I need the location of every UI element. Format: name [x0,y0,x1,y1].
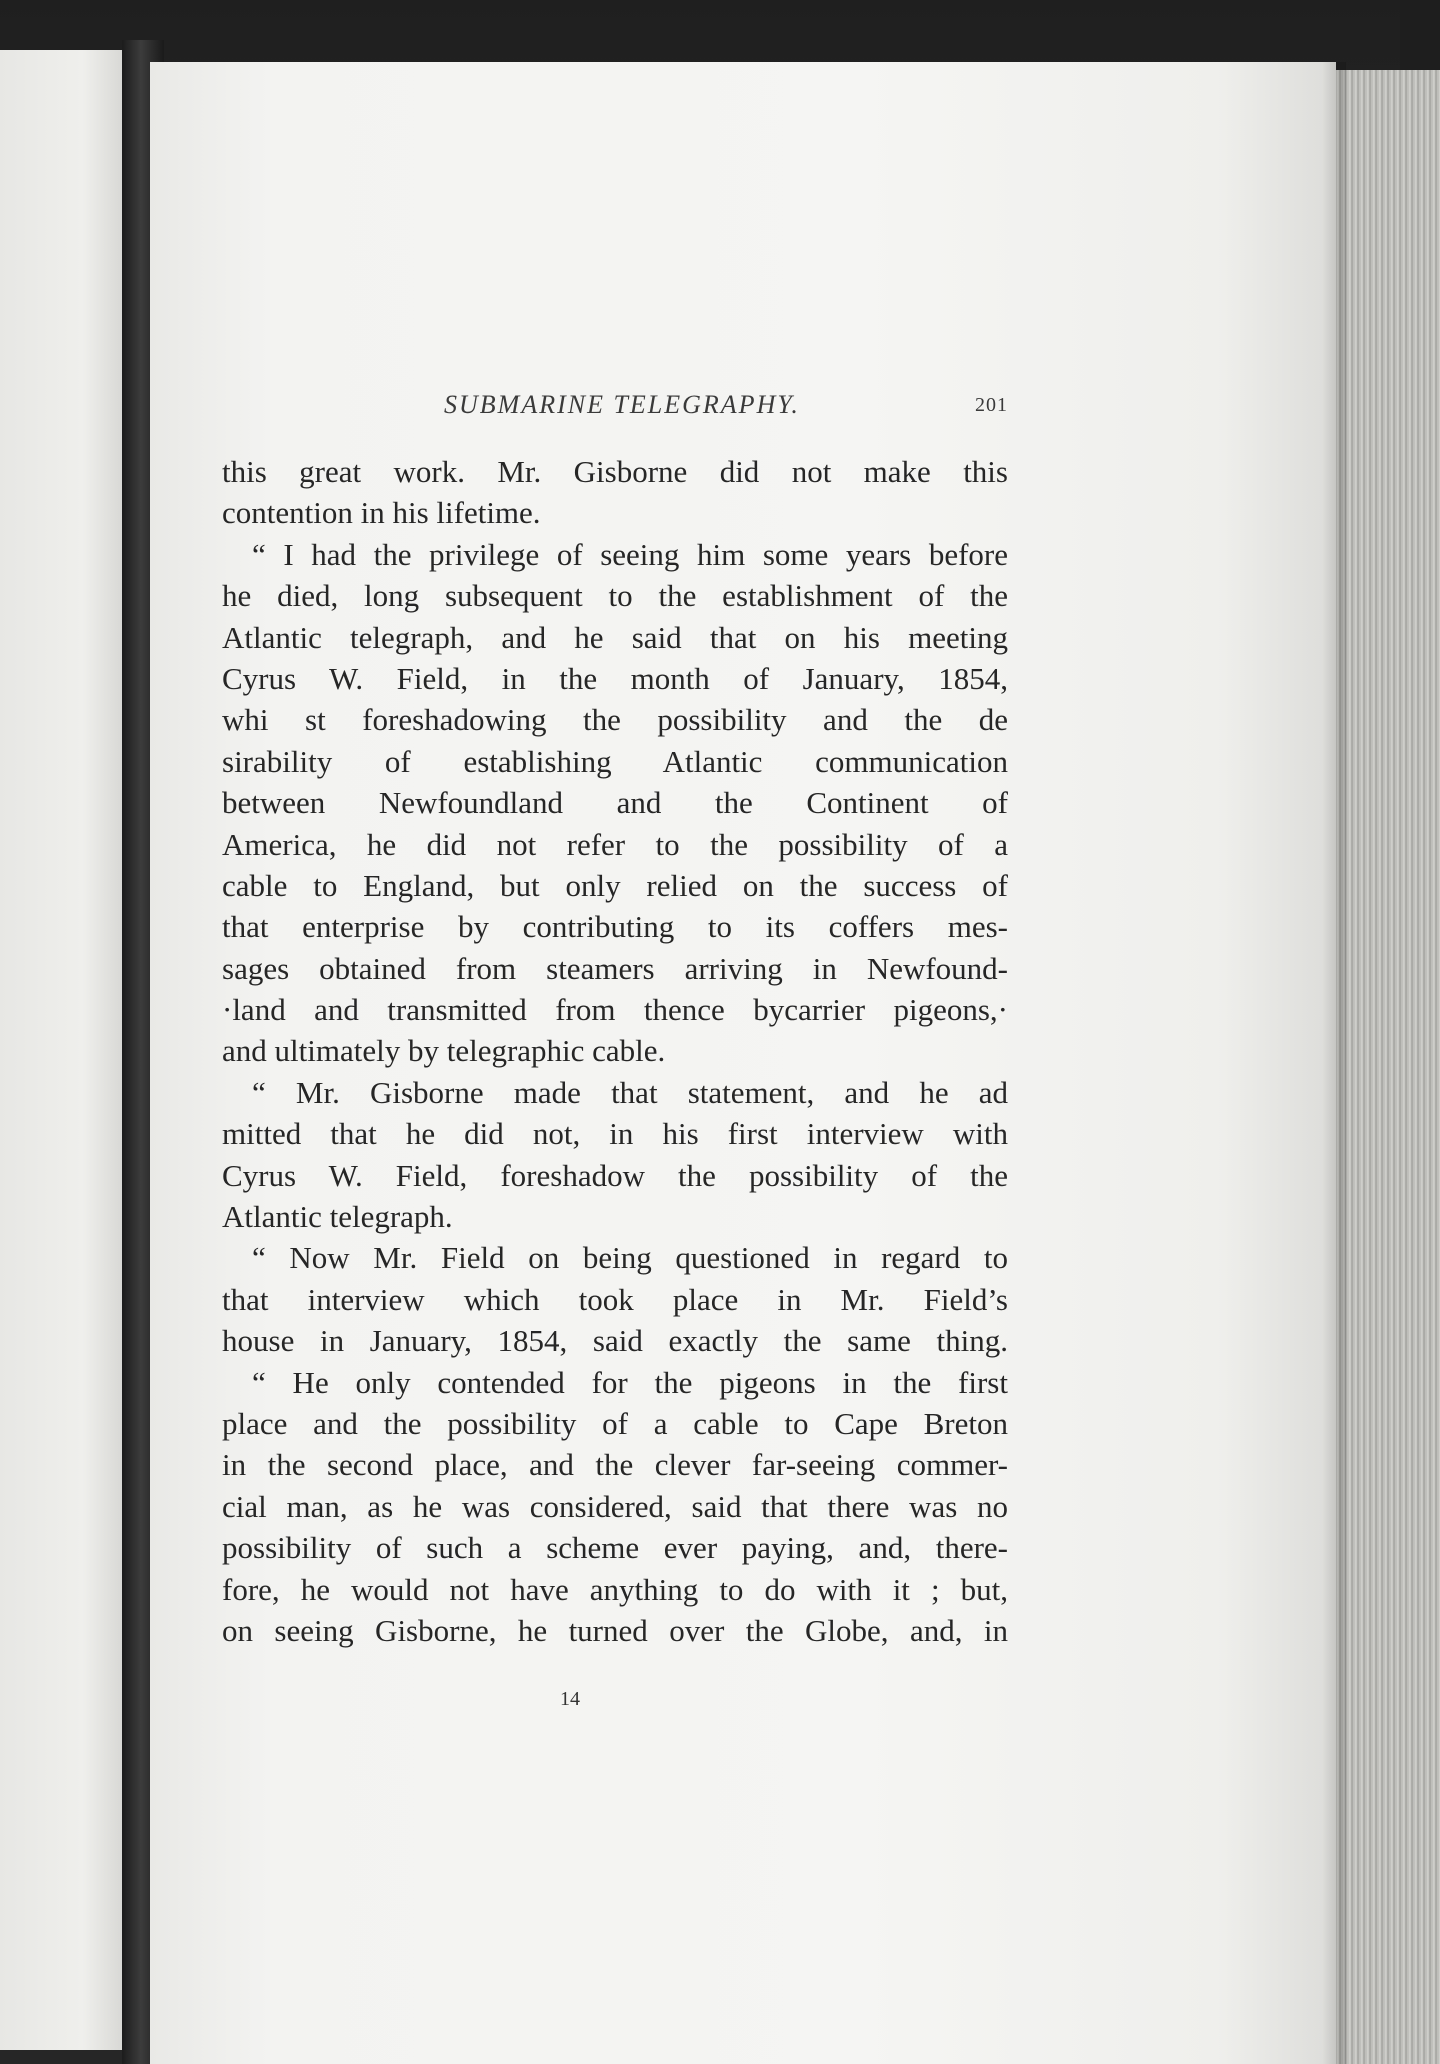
text-line: that interview which took place in Mr. Field’s [222,1281,1008,1317]
text-line: fore, he would not have anything to do with it ; but, [222,1571,1008,1607]
text-line: this great work. Mr. Gisborne did not make this [222,454,1008,489]
page-header [228,390,1016,430]
text-line: Cyrus W. Field, in the month of January, 1854, [222,660,1008,696]
text-line: America, he did not refer to the possibility of a [222,826,1008,862]
text-line: ·land and transmitted from thence bycarrier pigeons,· [222,992,1008,1028]
text-line: place and the possibility of a cable to Cape Breton [222,1405,1008,1441]
left-facing-page [0,50,138,2050]
text-line: sirability of establishing Atlantic communication [222,743,1008,779]
text-line: in the second place, and the clever far-seeing commer- [222,1447,1008,1483]
page-edge-shadow [1322,62,1346,2064]
signature-mark: 14 [560,1688,580,1710]
text-line: contention in his lifetime. [222,495,541,531]
text-line: “ Mr. Gisborne made that statement, and he ad [252,1074,1008,1110]
text-line: cable to England, but only relied on the success of [222,867,1008,903]
text-line: “ I had the privilege of seeing him some years before [252,536,1008,572]
page-edges [1330,70,1440,2064]
text-line: “ He only contended for the pigeons in the first [252,1364,1008,1400]
running-head: SUBMARINE TELEGRAPHY. [444,390,800,419]
text-line: house in January, 1854, said exactly the same thing. [222,1323,1008,1359]
text-line: Atlantic telegraph, and he said that on his meeting [222,619,1008,655]
text-line: between Newfoundland and the Continent of [222,785,1008,821]
text-line: Atlantic telegraph. [222,1199,453,1235]
body-text [222,451,1008,1651]
text-line: Cyrus W. Field, foreshadow the possibility of the [222,1157,1008,1193]
text-line: sages obtained from steamers arriving in Newfound- [222,950,1008,986]
text-line: mitted that he did not, in his first interview with [222,1116,1008,1152]
text-line: that enterprise by contributing to its coffers mes- [222,909,1008,945]
text-line: he died, long subsequent to the establishment of the [222,578,1008,614]
text-line: “ Now Mr. Field on being questioned in regard to [252,1240,1008,1276]
text-line: and ultimately by telegraphic cable. [222,1033,666,1069]
text-line: whi st foreshadowing the possibility and the de [222,702,1008,738]
page-number: 201 [975,394,1008,416]
text-line: on seeing Gisborne, he turned over the Globe, and, in [222,1612,1008,1648]
text-line: possibility of such a scheme ever paying, and, there- [222,1530,1008,1566]
text-line: cial man, as he was considered, said that there was no [222,1488,1008,1524]
